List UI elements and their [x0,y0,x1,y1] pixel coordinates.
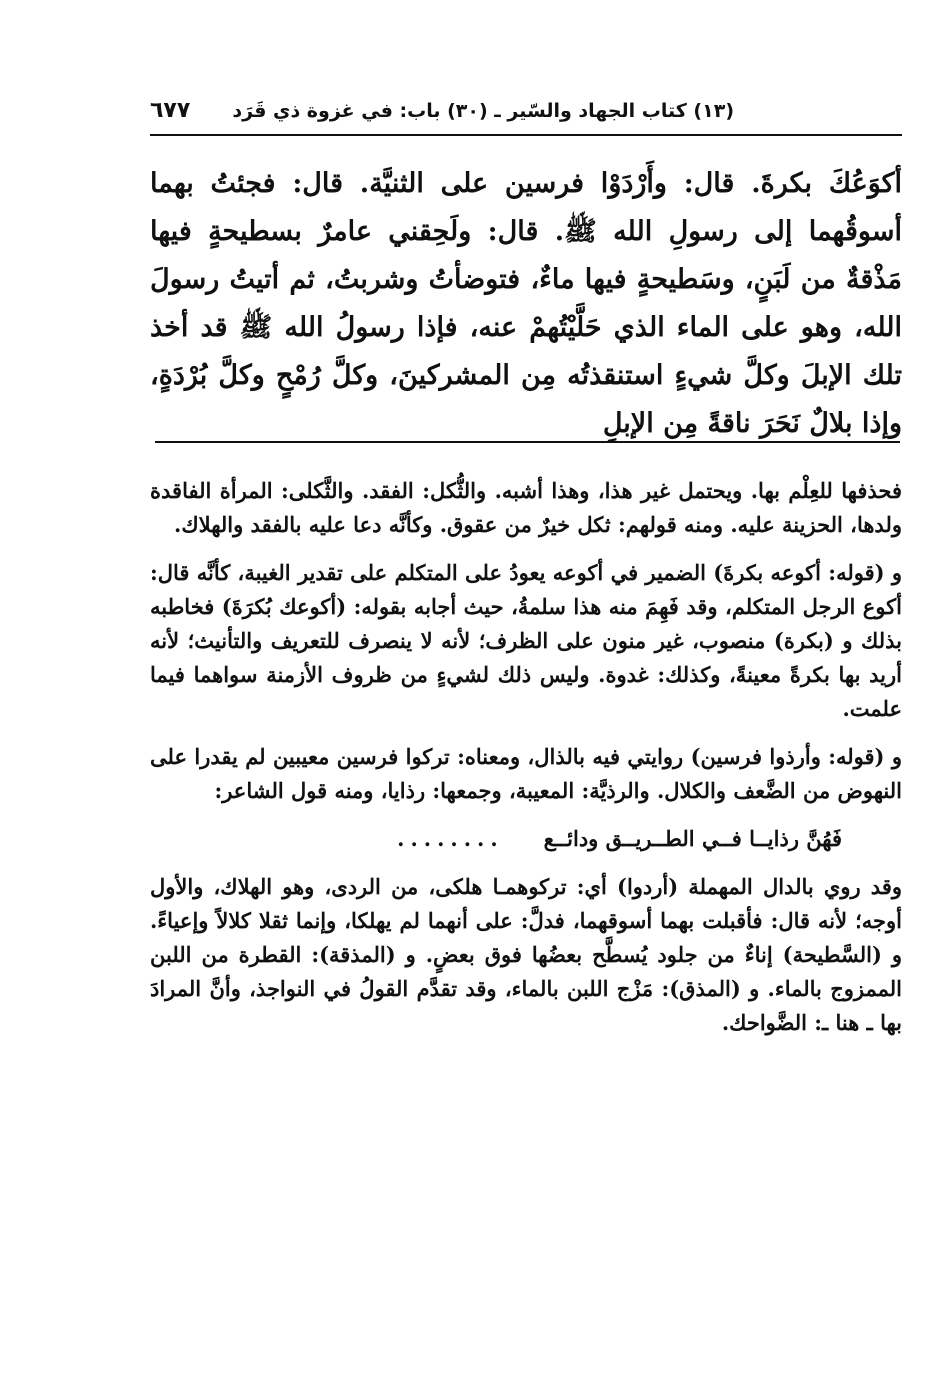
page-header [150,96,902,136]
footnote-divider [155,441,900,443]
commentary-paragraph-1: فحذفها للعِلْم بها. ويحتمل غير هذا، وهذا أشبه. والثُّكل: الفقد. والثَّكلى: المرأة الفاقدة ولدها، الحزينة عليه. ومنه قولهم: ثكل خيرٌ من عقوق. وكأنَّه دعا عليه بالفقد والهلاك. [150,478,902,537]
commentary-paragraph-4: وقد روي بالدال المهملة (أردوا) أي: تركوهمـا هلكى، من الردى، وهو الهلاك، والأول أوجه؛ لأنه قال: فأقبلت بهما أسوقهما، فدلَّ: على أنهما لم يهلكا، وإنما ثقلا كلالاً وإعياءً. و (السَّطيحة) إناءٌ من جلود يُسطَّح بعضُها فوق بعضٍ. و (المذقة): القطرة من اللبن الممزوج بالماء. و (المذق): مَزْج اللبن بالماء، وقد تقدَّم القولُ في النواجذ، وأنَّ المرادَ بها ـ هنا ـ: الضَّواحك. [150,874,902,1035]
main-text-block [150,160,902,448]
main-paragraph: أكوَعُكَ بكرةَ. قال: وأَرْدَوْا فرسين على الثنيَّة. قال: فجئتُ بهما أسوقُهما إلى رسولِ الله ﷺ. قال: ولَحِقني عامرٌ بسطيحةٍ فيها مَذْقةٌ من لَبَنٍ، وسَطيحةٍ فيها ماءٌ، فتوضأتُ وشربتُ، ثم أتيتُ رسولَ الله، وهو على الماء الذي حَلَّيْتُهمْ عنه، فإذا رسولُ الله ﷺ قد أخذ تلك الإبلَ وكلَّ شيءٍ استنقذتُه مِن المشركينَ، وكلَّ رُمْحٍ وكلَّ بُرْدَةٍ، وإذا بلالٌ نَحَرَ ناقةً مِن الإبلِ [150,168,902,439]
verse-hemistich: فَهُنَّ رذايــا فــي الطــريــق ودائــع [543,826,842,851]
verse-ellipsis: ........ [397,826,504,851]
commentary-paragraph-2: و (قوله: أكوعه بكرةَ) الضمير في أكوعه يعودُ على المتكلم على تقدير الغيبة، كأنَّه قال: أكوع الرجل المتكلم، وقد فَهِمَ منه هذا سلمةُ، حيث أجابه بقوله: (أكوعك بُكرَةَ) فخاطبه بذلك و (بكرة) منصوب، غير منون على الظرف؛ لأنه لا ينصرف للتعريف والتأنيث؛ لأنه أريد بها بكرةً معينةً، وكذلك: غدوة. وليس ذلك لشيءٍ من ظروف الأزمنة سواهما فيما علمت. [149,560,902,721]
header-divider [150,134,902,136]
running-title: (١٣) كتاب الجهاد والسّير ـ (٣٠) باب: في غزوة ذي قَرَد [232,100,734,122]
commentary-paragraph-3: و (قوله: وأرذوا فرسين) روايتي فيه بالذال، ومعناه: تركوا فرسين معيبين لم يقدرا على النهوض من الضَّعف والكلال. والرذيَّة: المعيبة، وجمعها: رذايا، ومنه قول الشاعر: [150,744,902,803]
commentary-block [150,474,902,1054]
page-number: ٦٧٧ [150,98,191,123]
poetry-verse [150,822,902,856]
